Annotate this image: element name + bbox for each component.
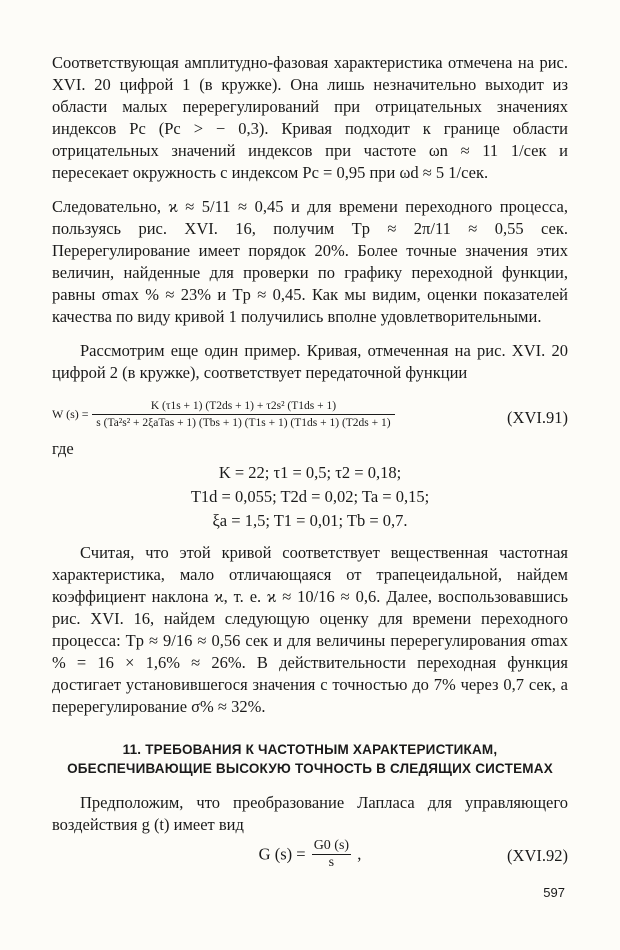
paragraph-1 (52, 52, 568, 184)
paragraph-5 (52, 792, 568, 836)
eq92-lhs: G (s) = (258, 844, 306, 864)
paragraph-1-text: Соответствующая амплитудно-фазовая характеристика отмечена на рис. XVI. 20 цифрой 1 (в кружке). Она лишь незначительно выходит из области малых перерегулирований при отрицательных значениях индексов Pc (Pc > − 0,3). Кривая подходит к границе области отрицательных значений индексов при частоте ωn ≈ 11 1/сек и пересекает окружность с индексом Pc = 0,95 при ωd ≈ 5 1/сек. (52, 53, 568, 182)
paragraph-4-text: Считая, что этой кривой соответствует вещественная частотная характеристика, мало отличающаяся от трапецеидальной, найдем коэффициент наклона ϰ, т. е. ϰ ≈ 10/16 ≈ 0,6. Далее, воспользовавшись рис. XVI. 16, найдем следующую оценку для времени переходного процесса: Tp ≈ 9/16 ≈ 0,56 сек и для величины перерегулирования σmax % = 16 × 1,6% ≈ 26%. В действительности переходная функция достигает установившегося значения с точностью до 7% через 0,7 сек, а перерегулирование σ% ≈ 32%. (52, 543, 568, 716)
eq91-lhs: W (s) = (52, 407, 89, 421)
paragraph-2-text: Следовательно, ϰ ≈ 5/11 ≈ 0,45 и для времени переходного процесса, пользуясь рис. XVI. 16, получим Tp ≈ 2π/11 ≈ 0,55 сек. Перерегулирование имеет порядок 20%. Более точные значения этих величин, найденные для проверки по графику переходной функции, равны σmax % ≈ 23% и Tp ≈ 0,45. Как мы видим, оценки показателей качества по виду кривой 1 получились вполне удовлетворительными. (52, 197, 568, 326)
paragraph-3-text: Рассмотрим еще один пример. Кривая, отмеченная на рис. XVI. 20 цифрой 2 (в кружке), соответствует передаточной функции (52, 341, 568, 382)
param-line-1-text: K = 22; τ1 = 0,5; τ2 = 0,18; (218, 463, 402, 482)
where-label (52, 438, 568, 460)
page-number: 597 (543, 885, 565, 900)
eq92-fraction (312, 838, 351, 871)
param-line-2-text: T1d = 0,055; T2d = 0,02; Ta = 0,15; (190, 487, 430, 506)
equation-xvi-91 (52, 398, 568, 431)
eq91-fraction (92, 398, 394, 431)
eq91-number: (XVI.91) (507, 408, 568, 427)
paragraph-4 (52, 542, 568, 718)
eq91-numerator: K (τ1s + 1) (T2ds + 1) + τ2s² (T1ds + 1) (92, 398, 394, 415)
equation-xvi-92 (52, 838, 568, 871)
section-heading: 11. ТРЕБОВАНИЯ К ЧАСТОТНЫМ ХАРАКТЕРИСТИКАМ, ОБЕСПЕЧИВАЮЩИЕ ВЫСОКУЮ ТОЧНОСТЬ В СЛЕДЯЩИХ СИСТЕМАХ (67, 742, 553, 776)
where-text: где (52, 439, 74, 458)
param-line-1 (52, 462, 568, 484)
eq92-number: (XVI.92) (507, 846, 568, 865)
paragraph-2 (52, 196, 568, 328)
param-line-2 (52, 486, 568, 508)
param-line-3-text: ξa = 1,5; T1 = 0,01; Tb = 0,7. (212, 511, 408, 530)
eq92-tail: , (357, 844, 362, 864)
eq92-numerator: G0 (s) (313, 838, 350, 853)
paragraph-5-text: Предположим, что преобразование Лапласа для управляющего воздействия g (t) имеет вид (52, 793, 568, 834)
eq92-denominator: s (328, 855, 335, 870)
paragraph-3 (52, 340, 568, 384)
eq91-denominator: s (Ta²s² + 2ξaTas + 1) (Tbs + 1) (T1s + 1) (T1ds + 1) (T2ds + 1) (96, 417, 391, 429)
param-line-3 (52, 510, 568, 532)
